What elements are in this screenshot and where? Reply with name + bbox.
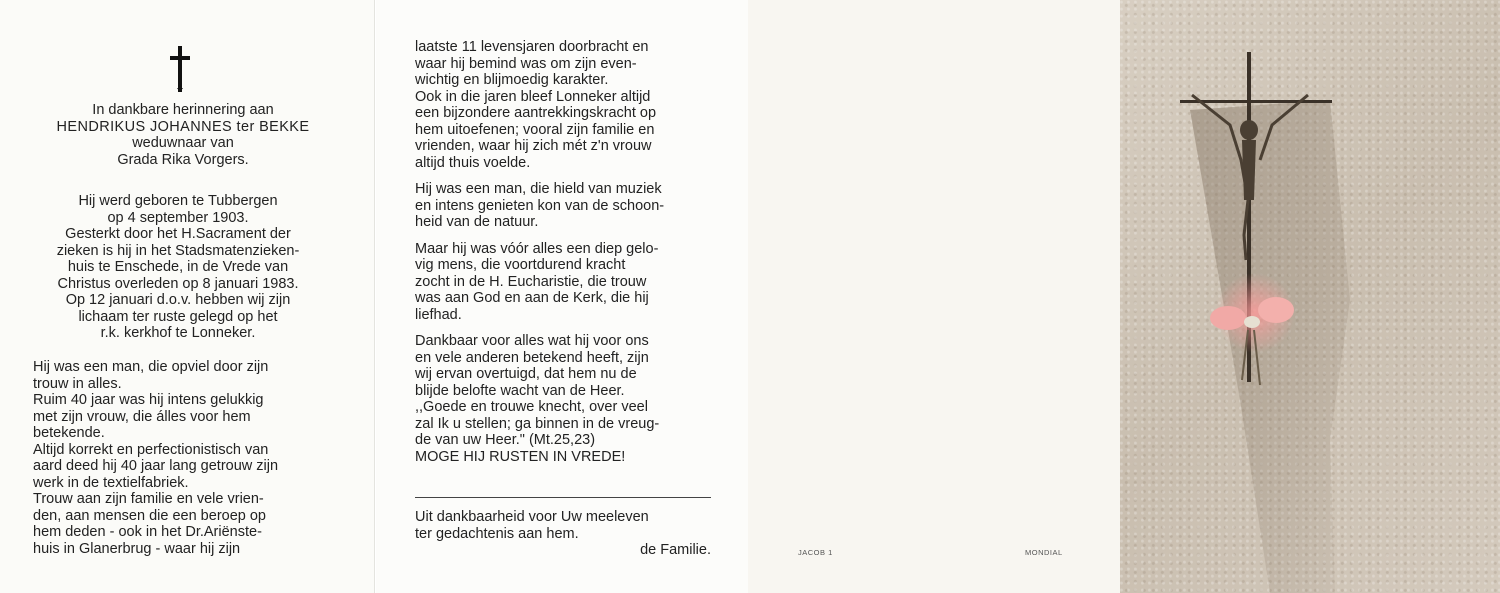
text-line: Ruim 40 jaar was hij intens gelukkig bbox=[33, 392, 264, 408]
text-line: huis in Glanerbrug - waar hij zijn bbox=[33, 540, 241, 557]
text-line: met zijn vrouw, die álles voor hem bbox=[33, 408, 251, 425]
text-line: trouw in alles. bbox=[33, 375, 122, 392]
text-line: Trouw aan zijn familie en vele vrien- bbox=[33, 491, 264, 507]
paragraph-3 bbox=[415, 241, 711, 324]
heading-intro: In dankbare herinnering aan bbox=[92, 102, 274, 118]
card-panel-left bbox=[0, 0, 375, 593]
card-back-blank bbox=[748, 0, 1120, 593]
text-line: ,,Goede en trouwe knecht, over veel bbox=[415, 399, 648, 415]
text-line: en vele anderen betekend heeft, zijn bbox=[415, 349, 649, 366]
text-line: Uit dankbaarheid voor Uw meeleven bbox=[415, 509, 649, 525]
text-line: de van uw Heer." (Mt.25,23) bbox=[415, 432, 596, 448]
paragraph-1 bbox=[415, 39, 711, 171]
cross-icon bbox=[168, 46, 192, 92]
paragraph-2 bbox=[415, 181, 711, 231]
text-line: wij ervan overtuigd, dat hem nu de bbox=[415, 366, 637, 382]
text-line: ter gedachtenis aan hem. bbox=[415, 525, 579, 542]
virtues-block bbox=[33, 359, 330, 557]
text-line: Maar hij was vóór alles een diep gelo- bbox=[415, 240, 659, 257]
text-line: zieken is hij in het Stadsmatenzieken- bbox=[56, 242, 300, 259]
text-line: Christus overleden op 8 januari 1983. bbox=[57, 275, 299, 292]
text-line: Gesterkt door het H.Sacrament der bbox=[65, 226, 291, 242]
text-line: aard deed hij 40 jaar lang getrouw zijn bbox=[33, 458, 279, 474]
text-line: Hij was een man, die opviel door zijn bbox=[33, 359, 269, 375]
text-line: hem uitoefenen; vooral zijn familie en bbox=[415, 121, 655, 138]
text-line: lichaam ter ruste gelegd op het bbox=[78, 308, 278, 325]
text-line: MOGE HIJ RUSTEN IN VREDE! bbox=[415, 448, 626, 465]
crucifix-photo bbox=[1120, 0, 1500, 593]
paragraph-4 bbox=[415, 333, 711, 465]
text-line: hem deden - ook in het Dr.Ariënste- bbox=[33, 524, 262, 540]
text-line: op 4 september 1903. bbox=[107, 209, 249, 226]
crucifix-icon bbox=[1120, 0, 1500, 593]
memorial-heading bbox=[20, 102, 346, 168]
text-line: en intens genieten kon van de schoon- bbox=[415, 197, 665, 214]
text-line: vrienden, waar hij zich mét z'n vrouw bbox=[415, 138, 652, 154]
text-line: laatste 11 levensjaren doorbracht en bbox=[415, 39, 649, 55]
text-line: Dankbaar voor alles wat hij voor ons bbox=[415, 333, 649, 349]
text-line: een bijzondere aantrekkingskracht op bbox=[415, 105, 657, 121]
continuation-text bbox=[415, 39, 711, 465]
text-line: was aan God en aan de Kerk, die hij bbox=[415, 290, 649, 306]
print-code: JACOB 1 bbox=[798, 548, 833, 557]
text-line: Hij was een man, die hield van muziek bbox=[415, 181, 662, 197]
spouse-name: Grada Rika Vorgers. bbox=[117, 151, 249, 168]
text-line: betekende. bbox=[33, 425, 105, 441]
text-line: vig mens, die voortdurend kracht bbox=[415, 257, 626, 273]
text-line: Altijd korrekt en perfectionistisch van bbox=[33, 441, 269, 458]
publisher-mark: MONDIAL bbox=[1025, 548, 1063, 557]
text-line: altijd thuis voelde. bbox=[415, 154, 531, 171]
text-line: zal Ik u stellen; ga binnen in de vreug- bbox=[415, 415, 660, 432]
biography-block bbox=[20, 193, 336, 342]
text-line: zocht in de H. Eucharistie, die trouw bbox=[415, 273, 647, 290]
card-panel-middle bbox=[376, 0, 748, 593]
text-line: blijde belofte wacht van de Heer. bbox=[415, 382, 625, 399]
text-line: liefhad. bbox=[415, 306, 462, 323]
divider-line bbox=[415, 497, 711, 498]
text-line: Ook in die jaren bleef Lonneker altijd bbox=[415, 88, 651, 105]
text-line: werk in de textielfabriek. bbox=[33, 474, 189, 491]
signature: de Familie. bbox=[640, 542, 711, 558]
thanks-block bbox=[415, 509, 711, 559]
deceased-name: HENDRIKUS JOHANNES ter BEKKE bbox=[56, 118, 310, 135]
text-line: heid van de natuur. bbox=[415, 214, 539, 230]
text-line: waar hij bemind was om zijn even- bbox=[415, 55, 637, 72]
text-line: den, aan mensen die een beroep op bbox=[33, 507, 266, 524]
text-line: Op 12 januari d.o.v. hebben wij zijn bbox=[65, 292, 291, 308]
text-line: wichtig en blijmoedig karakter. bbox=[415, 72, 609, 88]
text-line: huis te Enschede, in de Vrede van bbox=[67, 259, 289, 275]
text-line: Hij werd geboren te Tubbergen bbox=[78, 193, 278, 209]
text-line: r.k. kerkhof te Lonneker. bbox=[100, 325, 256, 341]
heading-widower: weduwnaar van bbox=[132, 135, 234, 151]
